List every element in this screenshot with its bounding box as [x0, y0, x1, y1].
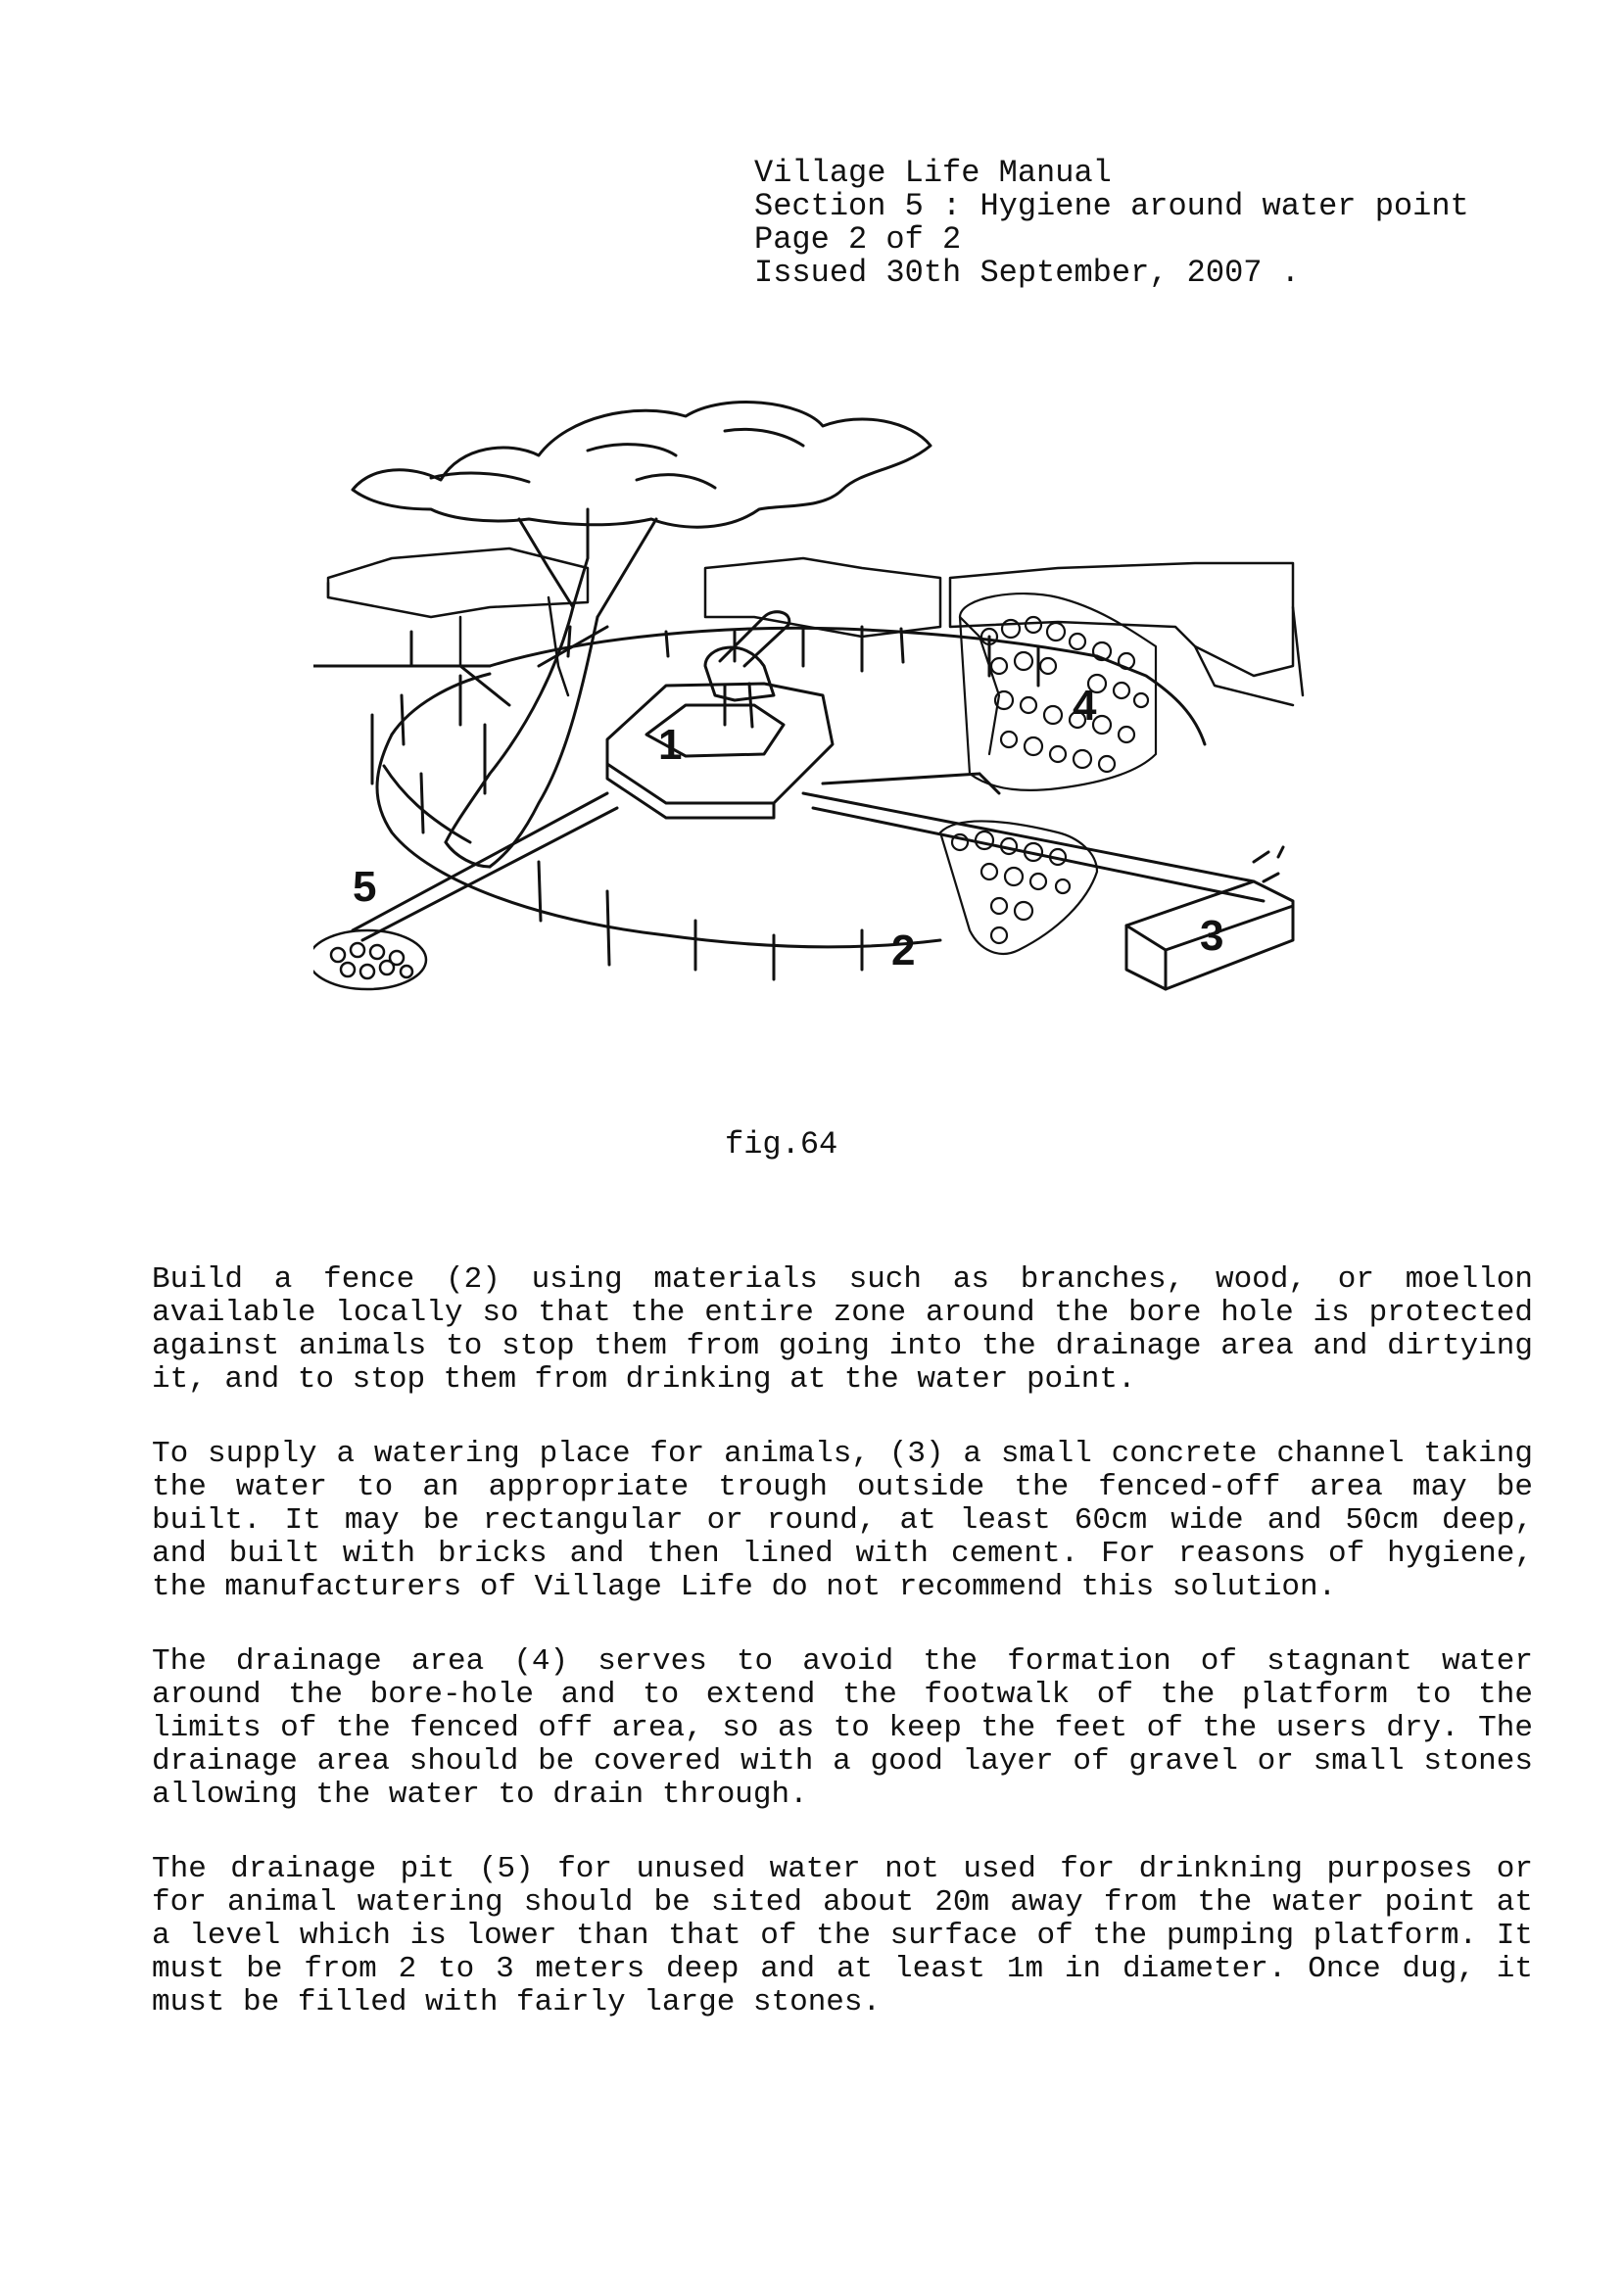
label-4: 4: [1073, 682, 1097, 730]
document-header: [754, 157, 1469, 290]
figure-labels: [353, 682, 1223, 974]
paragraph-fence: Build a fence (2) using materials such as branches, wood, or moellon available locally so that the entire zone around the bore hole is protected against animals to stop them from going into the drainage area and dirtying it, and to stop them from drinking at the water point.: [152, 1262, 1533, 1397]
paragraph-drainage-area: The drainage area (4) serves to avoid the formation of stagnant water around the bore-hole and to extend the footwalk of the platform to the limits of the fenced off area, so as to keep the feet of the users dry. The drainage area should be covered with a good layer of gravel or small stones allowing the water to drain through.: [152, 1644, 1533, 1812]
paragraph-drainage-pit: The drainage pit (5) for unused water not used for drinkning purposes or for animal watering should be sited about 20m away from the water point at a level which is lower than that of the surface of the pumping platform. It must be from 2 to 3 meters deep and at least 1m in diameter. Once dug, it must be filled with fairly large stones.: [152, 1852, 1533, 2019]
body-text: [152, 1263, 1533, 2061]
label-5: 5: [353, 863, 377, 911]
section-title: Section 5 : Hygiene around water point: [754, 188, 1469, 224]
pump-platform: [607, 612, 833, 818]
channel: [803, 774, 1264, 901]
issue-date: Issued 30th September, 2007 .: [754, 255, 1300, 291]
drainage-pit: [313, 930, 426, 989]
page-number: Page 2 of 2: [754, 221, 962, 258]
label-3: 3: [1200, 912, 1224, 960]
label-2: 2: [891, 926, 916, 974]
manual-title: Village Life Manual: [754, 155, 1112, 191]
water-point-illustration: [313, 372, 1410, 1126]
label-1: 1: [658, 721, 683, 769]
figure-caption: fig.64: [725, 1126, 838, 1163]
paragraph-watering: To supply a watering place for animals, (3) a small concrete channel taking the water to an appropriate trough outside the fenced-off area may be built. It may be rectangular or round, at least 60cm wide and 50cm deep, and built with bricks and then lined with cement. For reasons of hygiene, the manufacturers of Village Life do not recommend this solution.: [152, 1437, 1533, 1604]
